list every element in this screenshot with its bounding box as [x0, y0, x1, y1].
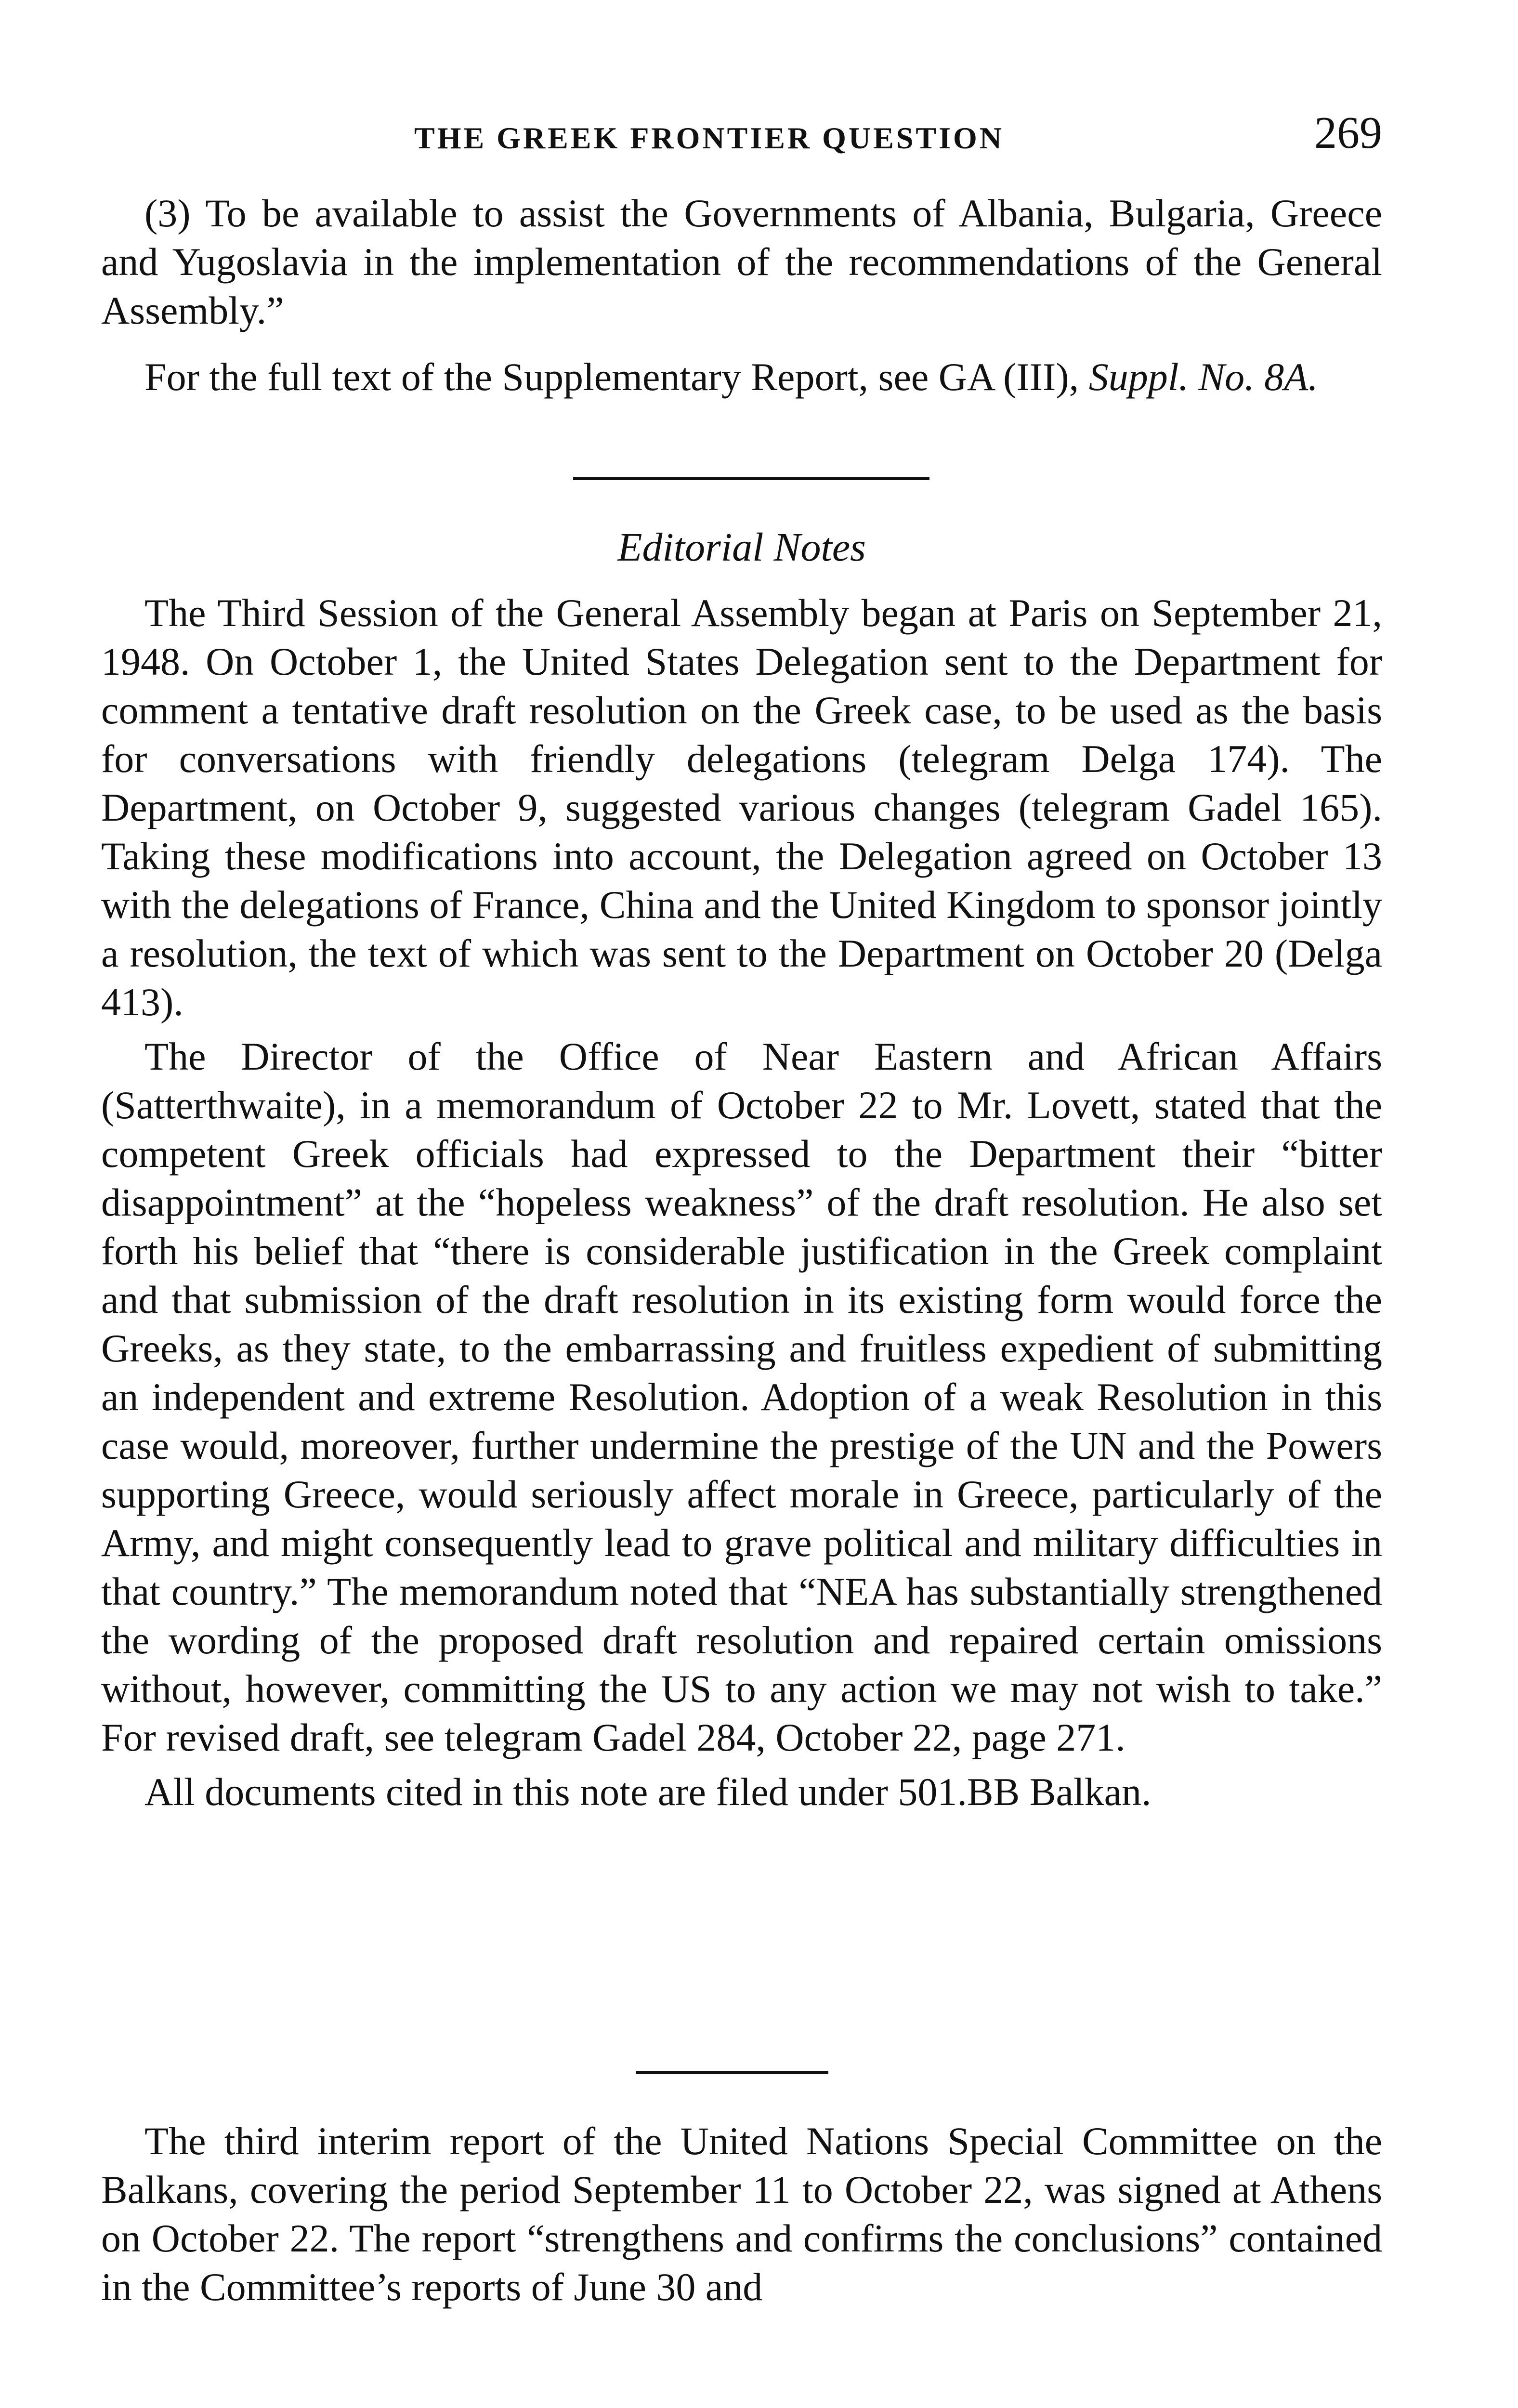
reference-text: For the full text of the Supplementary Report, see GA (III), — [144, 355, 1089, 399]
reference-paragraph — [101, 353, 1382, 401]
section-divider — [636, 2071, 828, 2074]
note-paragraph: The third interim report of the United Nations Special Committee on the Balkans, covering the period September 11 to October 22, was signed at Athens on October 22. The report “strengthens and confirms the conclusions” contained in the Committee’s reports of June 30 and — [101, 2119, 1382, 2309]
section-divider — [573, 477, 929, 480]
editorial-paragraph: The Director of the Office of Near Eastern and African Affairs (Satterthwaite), in a memorandum of October 22 to Mr. Lovett, stated that the competent Greek officials had expressed to the Department their “bitter disappointment” at the “hopeless weakness” of the draft resolution. He also set forth his belief that “there is considerable justification in the Greek complaint and that submission of the draft resolution in its existing form would force the Greeks, as they state, to the embarrassing and fruitless expedient of submitting an independent and extreme Resolution. Adoption of a weak Resolution in this case would, moreover, further undermine the prestige of the UN and the Powers supporting Greece, would seriously affect morale in Greece, particularly of the Army, and might consequently lead to grave political and military difficulties in that country.” The memorandum noted that “NEA has substantially strengthened the wording of the proposed draft resolution and repaired certain omissions without, however, committing the US to any action we may not wish to take.” For revised draft, see telegram Gadel 284, October 22, page 271. — [101, 1034, 1382, 1759]
running-title: THE GREEK FRONTIER QUESTION — [414, 121, 1004, 155]
page-header — [101, 107, 1382, 165]
page-number: 269 — [1314, 108, 1382, 158]
editorial-paragraph: The Third Session of the General Assembly began at Paris on September 21, 1948. On October 1, the United States Delegation sent to the Department for comment a tentative draft resolution on the Greek case, to be used as the basis for conversations with friendly delegations (telegram Delga 174). The Department, on October 9, suggested various changes (telegram Gadel 165). Taking these modifications into account, the Delegation agreed on October 13 with the delegations of France, China and the United Kingdom to sponsor jointly a resolution, the text of which was sent to the Department on October 20 (Delga 413). — [101, 591, 1382, 1024]
second-note-body — [101, 2117, 1382, 2311]
editorial-notes-body — [101, 589, 1382, 1816]
reference-citation: Suppl. No. 8A. — [1088, 355, 1318, 399]
editorial-paragraph: All documents cited in this note are filed under 501.BB Balkan. — [144, 1770, 1152, 1814]
editorial-notes-title: Editorial Notes — [617, 525, 866, 570]
quoted-recommendation: (3) To be available to assist the Governments of Albania, Bulgaria, Greece and Yugoslavia in the implementation of the recommendations of the General Assembly.” — [101, 191, 1382, 332]
